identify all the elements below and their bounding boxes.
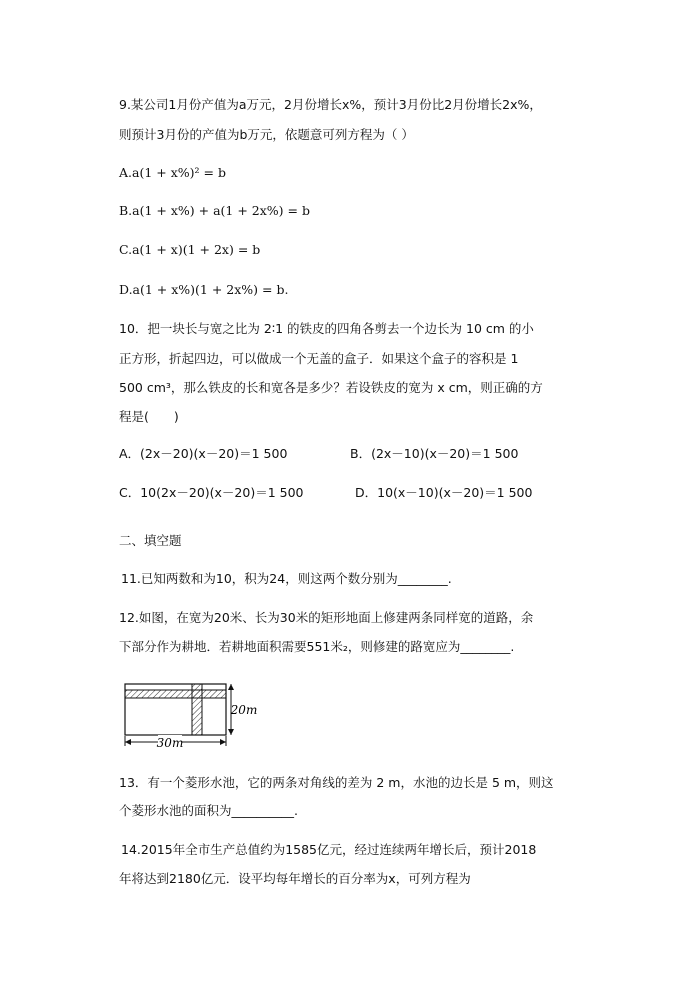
q9-option-a: A.a(1 + x%)² = b — [119, 165, 226, 180]
q10-option-c: C．10(2x－20)(x－20)＝1 500 — [119, 485, 304, 500]
q9-line-1: 9.某公司1月份产值为a万元，2月份增长x%，预计3月份比2月份增长2x%， — [119, 97, 542, 112]
q9-line-2: 则预计3月份的产值为b万元，依题意可列方程为（ ） — [119, 127, 414, 142]
q13-line-1: 13．有一个菱形水池，它的两条对角线的差为 2 m，水池的边长是 5 m，则这 — [119, 775, 554, 790]
q9-option-d: D.a(1 + x%)(1 + 2x%) = b. — [119, 282, 289, 297]
q11-text: 11.已知两数和为10，积为24，则这两个数分别为________. — [121, 571, 452, 586]
section-title: 二、填空题 — [119, 533, 182, 548]
q10-line-1: 10．把一块长与宽之比为 2∶1 的铁皮的四角各剪去一个边长为 10 cm 的小 — [119, 321, 534, 336]
q10-line-2: 正方形，折起四边，可以做成一个无盖的盒子．如果这个盒子的容积是 1 — [119, 351, 519, 366]
figure-width-label: 20m — [230, 703, 258, 717]
vertical-road — [192, 684, 202, 735]
q9-option-b: B.a(1 + x%) + a(1 + 2x%) = b — [119, 203, 310, 218]
q10-option-d: D．10(x－10)(x－20)＝1 500 — [355, 485, 533, 500]
q12-line-2: 下部分作为耕地．若耕地面积需要551米₂，则修建的路宽应为________. — [119, 639, 515, 654]
q14-line-1: 14.2015年全市生产总值约为1585亿元，经过连续两年增长后，预计2018 — [121, 842, 537, 857]
q10-line-4: 程是( ) — [119, 409, 179, 424]
horizontal-road — [125, 690, 226, 698]
q10-line-3: 500 cm³，那么铁皮的长和宽各是多少？若设铁皮的宽为 x cm，则正确的方 — [119, 380, 543, 395]
road-field-figure — [118, 676, 258, 751]
q13-line-2: 个菱形水池的面积为__________. — [119, 803, 298, 818]
q10-option-a: A．(2x－20)(x－20)＝1 500 — [119, 446, 288, 461]
q12-line-1: 12.如图，在宽为20米、长为30米的矩形地面上修建两条同样宽的道路，余 — [119, 610, 534, 625]
q14-line-2: 年将达到2180亿元．设平均每年增长的百分率为x，可列方程为 — [119, 871, 471, 886]
figure-length-label: 30m — [156, 736, 184, 750]
q10-option-b: B．(2x－10)(x－20)＝1 500 — [350, 446, 519, 461]
q9-option-c: C.a(1 + x)(1 + 2x) = b — [119, 242, 261, 257]
